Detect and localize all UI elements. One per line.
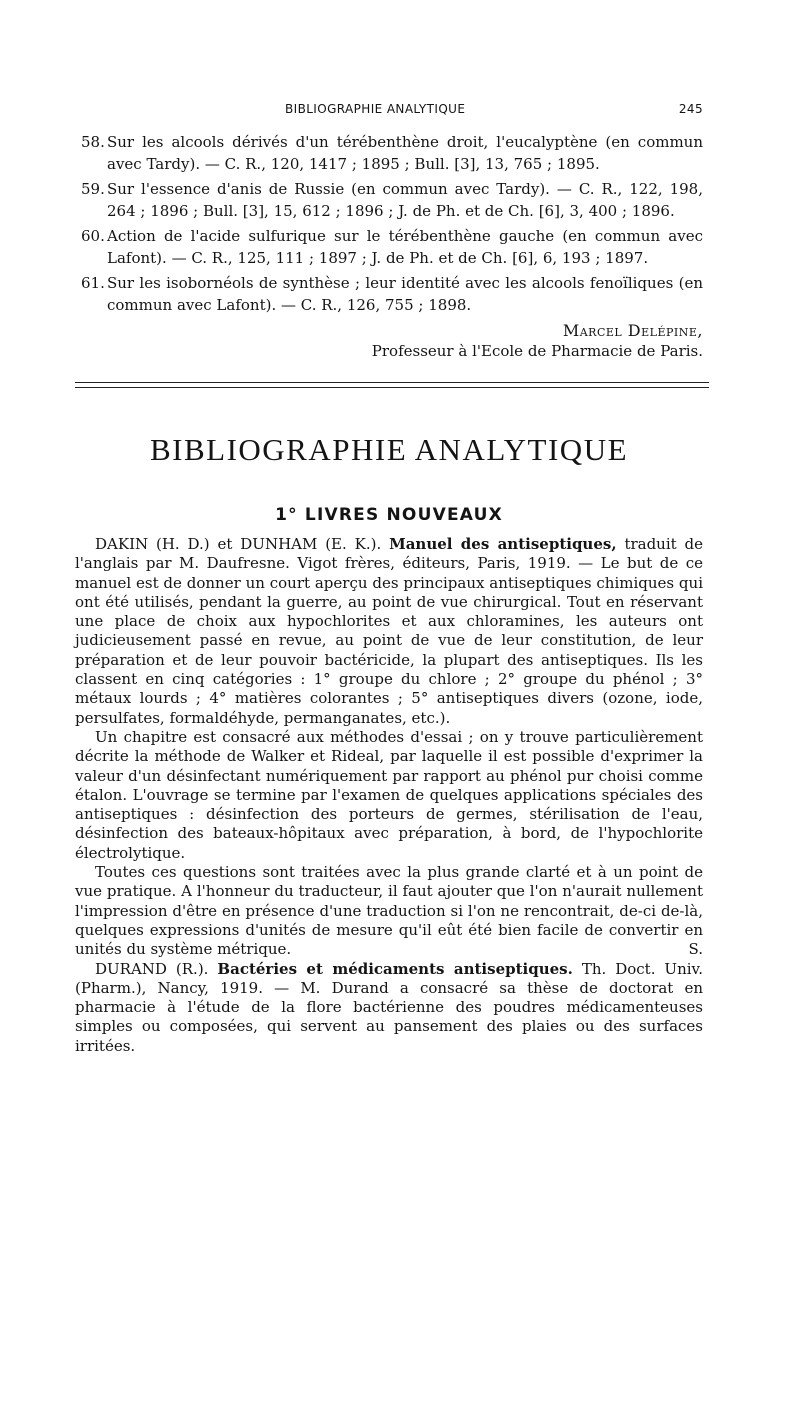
signature-title: Professeur à l'Ecole de Pharmacie de Paris. bbox=[371, 342, 703, 360]
reference-item bbox=[75, 132, 703, 175]
reference-item bbox=[75, 226, 703, 269]
running-head-title: BIBLIOGRAPHIE ANALYTIQUE bbox=[285, 102, 466, 116]
review-authors: DAKIN (H. D.) et DUNHAM (E. K.). bbox=[95, 535, 382, 553]
review-dakin bbox=[75, 535, 703, 728]
reference-number: 58. bbox=[81, 133, 105, 151]
author-signature bbox=[75, 320, 703, 362]
reference-number: 59. bbox=[81, 180, 105, 198]
page bbox=[0, 102, 800, 1411]
review-paragraph bbox=[75, 863, 703, 959]
review-durand bbox=[75, 960, 703, 1056]
review-book-title: Manuel des antiseptiques, bbox=[389, 535, 617, 553]
reference-item bbox=[75, 273, 703, 316]
reference-text: Sur les isobornéols de synthèse ; leur identité avec les alcools fenoïliques (en commun avec Lafont). — C. R., 126, 755 ; 1898. bbox=[107, 274, 703, 314]
review-paragraph: Un chapitre est consacré aux méthodes d'essai ; on y trouve particulièrement décrite la méthode de Walker et Rideal, par laquelle il est possible d'exprimer la valeur d'un désinfectant numériquement par rapport au phénol pur choisi comme étalon. L'ouvrage se termine par l'examen de quelques applications spéciales des antiseptiques : désinfection des porteurs de germes, stérilisation de l'eau, désinfection des bateaux-hôpitaux avec préparation, à bord, de l'hypochlorite électrolytique. bbox=[75, 727, 703, 862]
reference-number: 61. bbox=[81, 274, 105, 292]
review-book-title: Bactéries et médicaments antiseptiques. bbox=[217, 959, 573, 978]
section-divider bbox=[75, 382, 709, 388]
section-title: BIBLIOGRAPHIE ANALYTIQUE bbox=[149, 432, 629, 467]
review-authors: DURAND (R.). bbox=[95, 959, 209, 978]
review-details: traduit de l'anglais par M. Daufresne. Vigot frères, éditeurs, Paris, 1919. — Le but de ce manuel est de donner un court aperçu des principaux antiseptiques chimiques qui ont été utilisés, pendant la guerre, au point de vue chirurgical. Tout en réservant une place de choix aux hypochlorites et aux chloramines, les auteurs ont judicieusement passé en revue, au point de vue de leur constitution, de leur préparation et de leur pouvoir bactéricide, la plupart des antiseptiques. Ils les classent en cinq catégories : 1° groupe du chlore ; 2° groupe du phénol ; 3° métaux lourds ; 4° matières colorantes ; 5° antiseptiques divers (ozone, iode, persulfates, formaldéhyde, permanganates, etc.). bbox=[75, 535, 704, 727]
reference-item bbox=[75, 179, 703, 222]
subsection-title: 1° LIVRES NOUVEAUX bbox=[275, 505, 503, 525]
signature-name: Marcel Delépine, bbox=[562, 321, 703, 340]
page-number: 245 bbox=[678, 102, 703, 116]
reference-list bbox=[75, 132, 703, 316]
reference-text: Sur les alcools dérivés d'un térébenthène droit, l'eucalyptène (en commun avec Tardy). — C. R., 120, 1417 ; 1895 ; Bull. [3], 13, 765 ; 1895. bbox=[107, 133, 703, 173]
reference-text: Sur l'essence d'anis de Russie (en commun avec Tardy). — C. R., 122, 198, 264 ; 1896 ; Bull. [3], 15, 612 ; 1896 ; J. de Ph. et de Ch. [6], 3, 400 ; 1896. bbox=[107, 180, 703, 220]
reference-number: 60. bbox=[81, 227, 105, 245]
reviewer-initial: S. bbox=[688, 940, 703, 959]
running-head bbox=[75, 102, 703, 122]
review-paragraph-text: Toutes ces questions sont traitées avec la plus grande clarté et à un point de vue pratique. A l'honneur du traducteur, il faut ajouter que l'on n'aurait nullement l'impression d'être en présence d'une traduction si l'on ne rencontrait, de-ci de-là, quelques expressions d'unités de mesure qu'il eût été bien facile de convertir en unités du système métrique. bbox=[75, 863, 703, 959]
reference-text: Action de l'acide sulfurique sur le térébenthène gauche (en commun avec Lafont). — C. R., 125, 111 ; 1897 ; J. de Ph. et de Ch. [6], 6, 193 ; 1897. bbox=[107, 227, 703, 267]
review-details: Th. Doct. Univ. (Pharm.), Nancy, 1919. — M. Durand a consacré sa thèse de doctorat en pharmacie à l'étude de la flore bactérienne des poudres médicamenteuses simples ou composées, qui servent au pansement des plaies ou des surfaces irritées. bbox=[75, 959, 703, 1055]
